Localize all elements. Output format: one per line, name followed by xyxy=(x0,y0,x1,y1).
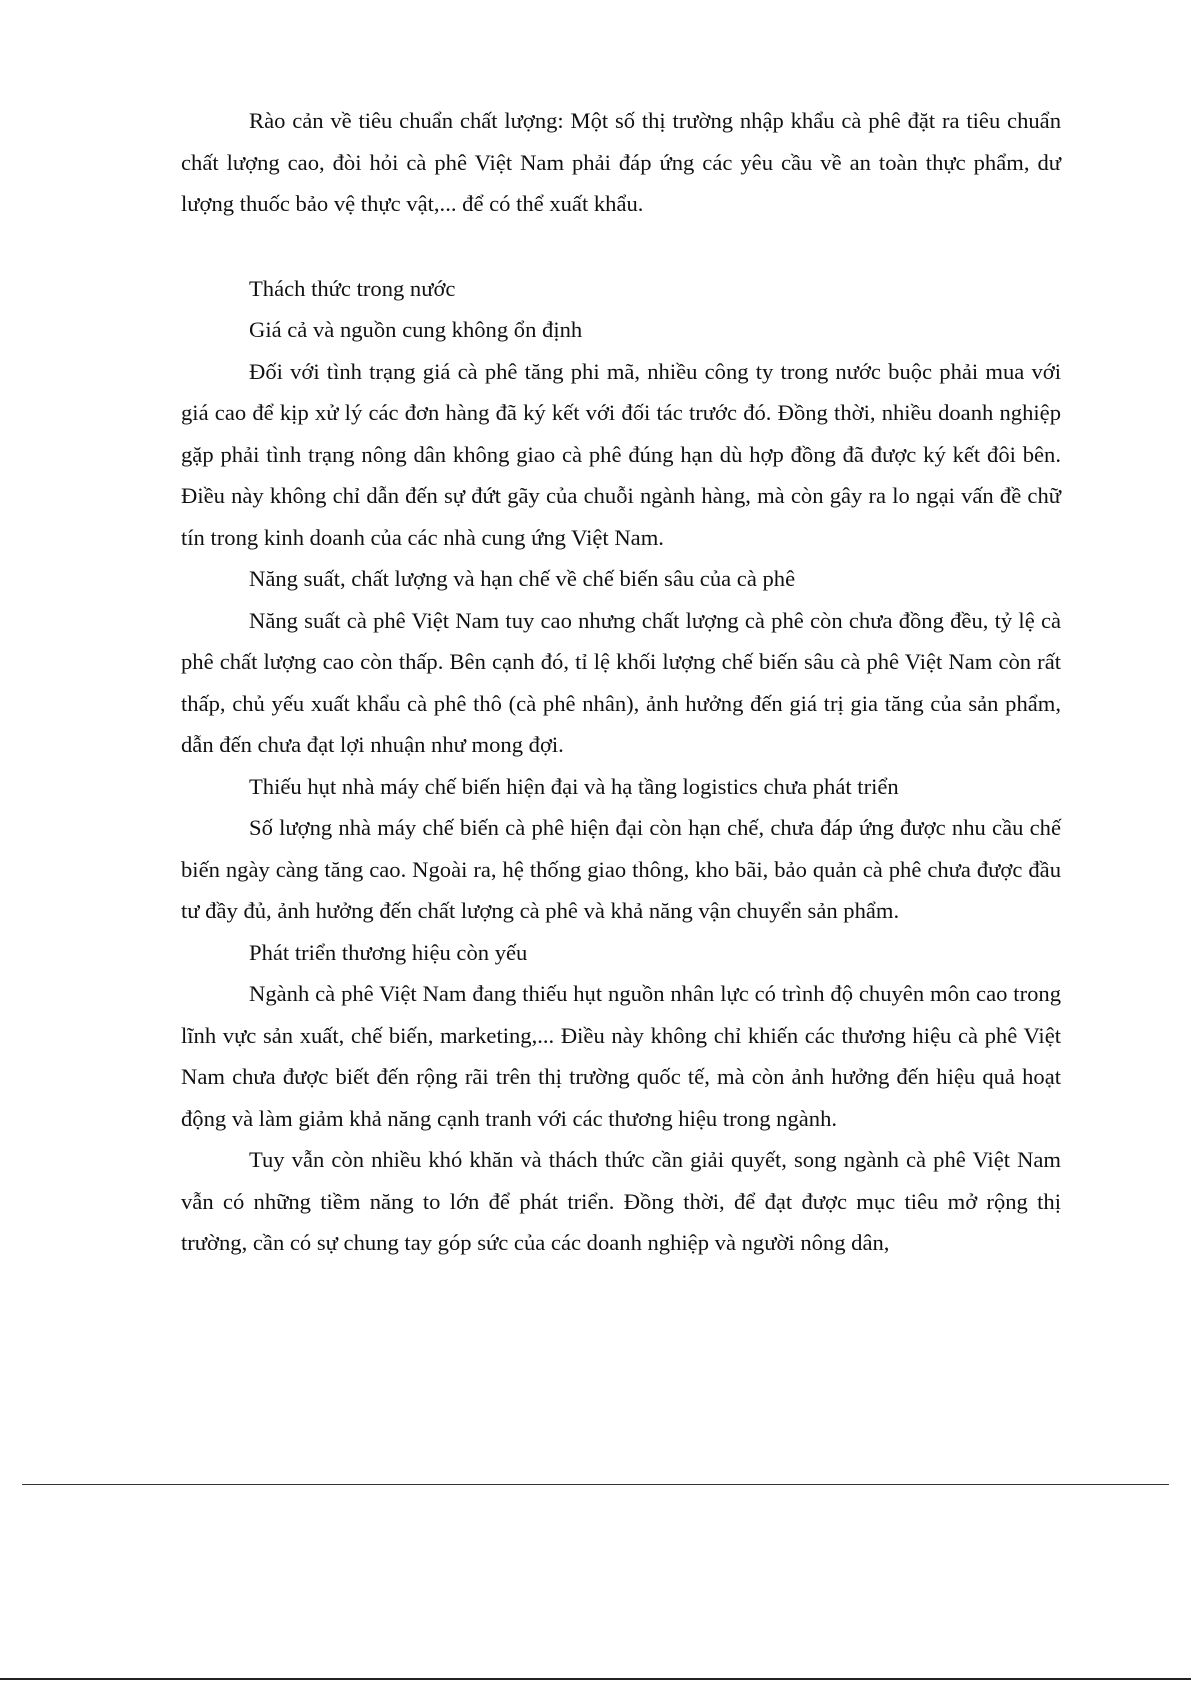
heading-brand-development: Phát triển thương hiệu còn yếu xyxy=(249,939,528,965)
heading-domestic-challenges: Thách thức trong nước xyxy=(249,275,456,301)
heading-productivity-quality: Năng suất, chất lượng và hạn chế về chế biến sâu của cà phê xyxy=(249,566,796,591)
paragraph-processing-logistics: Số lượng nhà máy chế biến cà phê hiện đại còn hạn chế, chưa đáp ứng được nhu cầu chế biến ngày càng tăng cao. Ngoài ra, hệ thống giao thông, kho bãi, bảo quản cà phê chưa được đầu tư đầy đủ, ảnh hưởng đến chất lượng cà phê và khả năng vận chuyển sản phẩm. xyxy=(181,815,1061,923)
paragraph-conclusion: Tuy vẫn còn nhiều khó khăn và thách thức cần giải quyết, song ngành cà phê Việt Nam vẫn có những tiềm năng to lớn để phát triển. Đồng thời, để đạt được mục tiêu mở rộng thị trường, cần có sự chung tay góp sức của các doanh nghiệp và người nông dân, xyxy=(181,1147,1061,1255)
paragraph-price-supply: Đối với tình trạng giá cà phê tăng phi mã, nhiều công ty trong nước buộc phải mua với giá cao để kịp xử lý các đơn hàng đã ký kết với đối tác trước đó. Đồng thời, nhiều doanh nghiệp gặp phải tình trạng nông dân không giao cà phê đúng hạn dù hợp đồng đã được ký kết đôi bên. Điều này không chỉ dẫn đến sự đứt gãy của chuỗi ngành hàng, mà còn gây ra lo ngại vấn đề chữ tín trong kinh doanh của các nhà cung ứng Việt Nam. xyxy=(181,358,1061,550)
paragraph-productivity-quality: Năng suất cà phê Việt Nam tuy cao nhưng chất lượng cà phê còn chưa đồng đều, tỷ lệ cà phê chất lượng cao còn thấp. Bên cạnh đó, tỉ lệ khối lượng chế biến sâu cà phê Việt Nam còn rất thấp, chủ yếu xuất khẩu cà phê thô (cà phê nhân), ảnh hưởng đến giá trị gia tăng của sản phẩm, dẫn đến chưa đạt lợi nhuận như mong đợi. xyxy=(181,607,1061,757)
document-body xyxy=(181,100,1061,1264)
heading-processing-logistics: Thiếu hụt nhà máy chế biến hiện đại và hạ tầng logistics chưa phát triển xyxy=(249,773,899,799)
page-bottom-edge xyxy=(0,1678,1191,1680)
paragraph-gap xyxy=(181,225,1061,268)
paragraph-brand-development: Ngành cà phê Việt Nam đang thiếu hụt nguồn nhân lực có trình độ chuyên môn cao trong lĩnh vực sản xuất, chế biến, marketing,... Điều này không chỉ khiến các thương hiệu cà phê Việt Nam chưa được biết đến rộng rãi trên thị trường quốc tế, mà còn ảnh hưởng đến hiệu quả hoạt động và làm giảm khả năng cạnh tranh với các thương hiệu trong ngành. xyxy=(181,981,1061,1131)
heading-price-supply: Giá cả và nguồn cung không ổn định xyxy=(249,317,583,342)
footer-divider xyxy=(22,1484,1169,1485)
paragraph-quality-barrier: Rào cản về tiêu chuẩn chất lượng: Một số thị trường nhập khẩu cà phê đặt ra tiêu chuẩn chất lượng cao, đòi hỏi cà phê Việt Nam phải đáp ứng các yêu cầu về an toàn thực phẩm, dư lượng thuốc bảo vệ thực vật,... để có thể xuất khẩu. xyxy=(181,108,1061,216)
